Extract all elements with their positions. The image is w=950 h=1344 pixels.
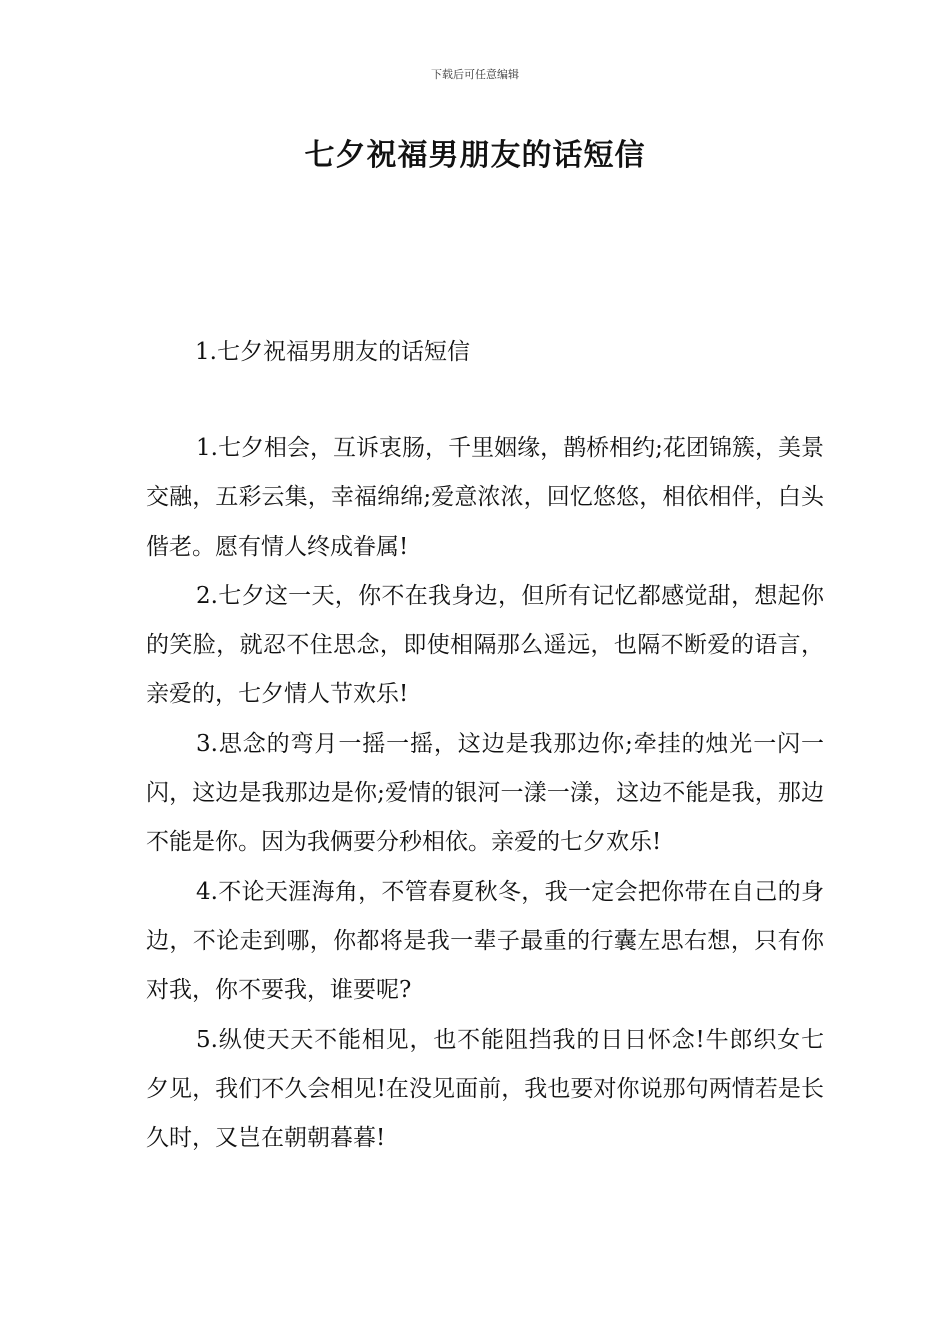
paragraph-4: 4.不论天涯海角，不管春夏秋冬，我一定会把你带在自己的身边，不论走到哪，你都将是我一辈子最重的行囊左思右想，只有你对我，你不要我，谁要呢? (146, 878, 824, 1004)
paragraph-5: 5.纵使天天不能相见，也不能阻挡我的日日怀念!牛郎织女七夕见，我们不久会相见!在没见面前，我也要对你说那句两情若是长久时，又岂在朝朝暮暮! (146, 1026, 824, 1152)
document-body (146, 424, 824, 1163)
document-title: 七夕祝福男朋友的话短信 (304, 138, 646, 173)
section-heading: 1.七夕祝福男朋友的话短信 (195, 339, 470, 365)
paragraph-1: 1.七夕相会，互诉衷肠，千里姻缘，鹊桥相约;花团锦簇，美景交融，五彩云集，幸福绵绵;爱意浓浓，回忆悠悠，相依相伴，白头偕老。愿有情人终成眷属! (146, 435, 824, 560)
paragraph-2: 2.七夕这一天，你不在我身边，但所有记忆都感觉甜，想起你的笑脸，就忍不住思念，即使相隔那么遥远，也隔不断爱的语言，亲爱的，七夕情人节欢乐! (146, 582, 824, 708)
paragraph-3: 3.思念的弯月一摇一摇，这边是我那边你;牵挂的烛光一闪一闪，这边是我那边是你;爱情的银河一漾一漾，这边不能是我，那边不能是你。因为我俩要分秒相依。亲爱的七夕欢乐! (146, 730, 824, 856)
header-note: 下载后可任意编辑 (431, 68, 519, 81)
